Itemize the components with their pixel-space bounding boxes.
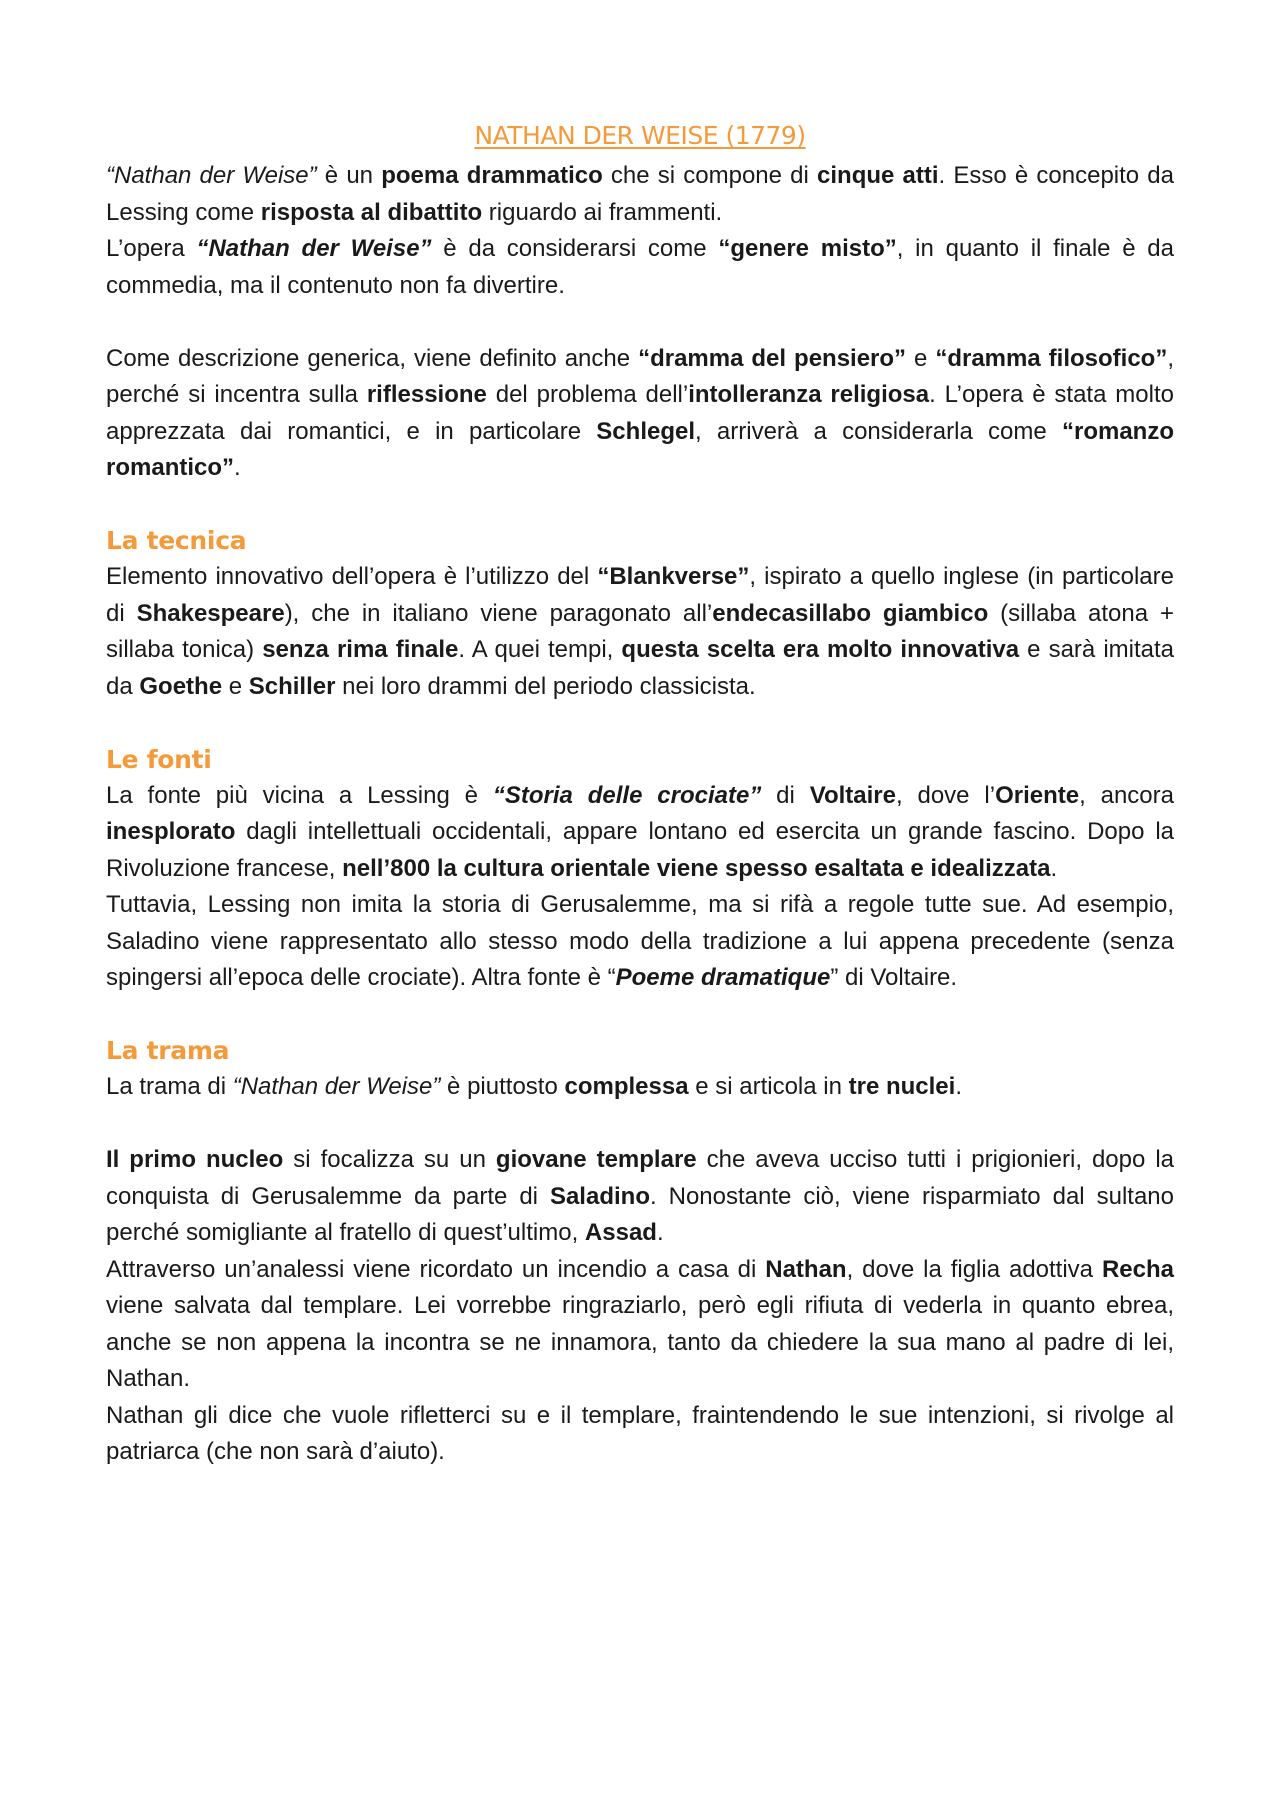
paragraph-spacer: [106, 487, 1174, 524]
tecnica-paragraph: Elemento innovativo dell’opera è l’utilizzo del “Blankverse”, ispirato a quello inglese (in particolare di Shakespeare), che in italiano viene paragonato all’endecasillabo giambico (sillaba atona + sillaba tonica) senza rima finale. A quei tempi, questa scelta era molto innovativa e sarà imitata da Goethe e Schiller nei loro drammi del periodo classicista.: [106, 563, 1175, 700]
paragraph-spacer: [106, 304, 1174, 341]
intro-paragraph-3: Come descrizione generica, viene definito anche “dramma del pensiero” e “dramma filosofico”, perché si incentra sulla riflessione del problema dell’intolleranza religiosa. L’opera è stata molto apprezzata dai romantici, e in particolare Schlegel, arriverà a considerarla come “romanzo romantico”.: [106, 344, 1174, 481]
work-title-italic: “Nathan der Weise”: [106, 162, 317, 189]
bold-term: giovane templare: [495, 1146, 697, 1173]
bold-term: “romanzo romantico”: [106, 417, 1174, 481]
bold-term: “dramma filosofico”: [935, 344, 1168, 372]
section-heading-fonti: Le fonti: [106, 744, 212, 774]
fonti-paragraph-2: Tuttavia, Lessing non imita la storia di Gerusalemme, ma si rifà a regole tutte sue. Ad esempio, Saladino viene rappresentato allo stesso modo della tradizione a lui appena precedente (senza spingersi all’epoca delle crociate). Altra fonte è “Poeme dramatique” di Voltaire.: [106, 891, 1174, 991]
work-title-bold-italic: “Nathan der Weise”: [196, 235, 432, 262]
work-title-italic: “Nathan der Weise”: [232, 1073, 441, 1100]
bold-term: Schlegel: [596, 417, 696, 445]
bold-term: Voltaire: [809, 781, 896, 809]
bold-term: poema drammatico: [381, 162, 603, 189]
bold-term: Il primo nucleo: [106, 1146, 284, 1173]
bold-term: Saladino: [549, 1182, 650, 1210]
intro-paragraph-2: L’opera “Nathan der Weise” è da considerarsi come “genere misto”, in quanto il finale è da commedia, ma il contenuto non fa divertire.: [106, 235, 1174, 299]
bold-term: “Blankverse”: [597, 563, 750, 590]
work-title-bold-italic: Poeme dramatique: [615, 964, 831, 991]
paragraph-spacer: [106, 997, 1174, 1034]
bold-term: Shakespeare: [136, 599, 285, 627]
paragraph-spacer: [106, 1106, 1174, 1143]
trama-paragraph-1: La trama di “Nathan der Weise” è piuttosto complessa e si articola in tre nuclei.: [106, 1073, 962, 1100]
bold-term: inesplorato: [106, 818, 236, 845]
trama-paragraph-3: Attraverso un’analessi viene ricordato un incendio a casa di Nathan, dove la figlia adottiva Recha viene salvata dal templare. Lei vorrebbe ringraziarlo, però egli rifiuta di vederla in quanto ebrea, anche se non appena la incontra se ne innamora, tanto da chiedere la sua mano al padre di lei, Nathan.: [106, 1255, 1174, 1392]
bold-term: questa scelta era molto innovativa: [621, 636, 1020, 663]
bold-term: “dramma del pensiero”: [638, 344, 907, 372]
bold-term: nell’800 la cultura orientale viene spesso esaltata e idealizzata: [342, 854, 1051, 882]
paragraph-spacer: [106, 705, 1174, 742]
bold-term: senza rima finale: [262, 636, 459, 663]
bold-term: Assad: [584, 1219, 657, 1246]
bold-term: tre nuclei: [848, 1073, 956, 1100]
fonti-paragraph-1: La fonte più vicina a Lessing è “Storia delle crociate” di Voltaire, dove l’Oriente, ancora inesplorato dagli intellettuali occidentali, appare lontano ed esercita un grande fascino. Dopo la Rivoluzione francese, nell’800 la cultura orientale viene spesso esaltata e idealizzata.: [106, 781, 1174, 882]
bold-term: Recha: [1101, 1255, 1174, 1283]
intro-paragraph-1: “Nathan der Weise” è un poema drammatico che si compone di cinque atti. Esso è concepito da Lessing come risposta al dibattito riguardo ai frammenti.: [106, 162, 1174, 226]
section-heading-tecnica: La tecnica: [106, 526, 247, 555]
bold-term: riflessione: [366, 381, 487, 408]
bold-term: “genere misto”: [718, 235, 897, 262]
work-title-bold-italic: “Storia delle crociate”: [492, 781, 762, 809]
section-heading-trama: La trama: [106, 1036, 230, 1065]
bold-term: risposta al dibattito: [260, 198, 483, 226]
trama-paragraph-4: Nathan gli dice che vuole rifletterci su e il templare, fraintendendo le sue intenzioni, si rivolge al patriarca (che non sarà d’aiuto).: [106, 1401, 1174, 1465]
bold-term: intolleranza religiosa: [688, 381, 930, 408]
bold-term: endecasillabo giambico: [712, 599, 989, 627]
bold-term: Oriente: [995, 781, 1080, 809]
bold-term: complessa: [564, 1073, 689, 1100]
bold-term: Goethe: [139, 672, 223, 700]
bold-term: Nathan: [765, 1255, 847, 1283]
bold-term: cinque atti: [817, 162, 939, 189]
trama-paragraph-2: Il primo nucleo si focalizza su un giovane templare che aveva ucciso tutti i prigionieri, dopo la conquista di Gerusalemme da parte di Saladino. Nonostante ciò, viene risparmiato dal sultano perché somigliante al fratello di quest’ultimo, Assad.: [106, 1146, 1174, 1246]
document-title: NATHAN DER WEISE (1779): [474, 121, 806, 150]
bold-term: Schiller: [248, 672, 336, 700]
